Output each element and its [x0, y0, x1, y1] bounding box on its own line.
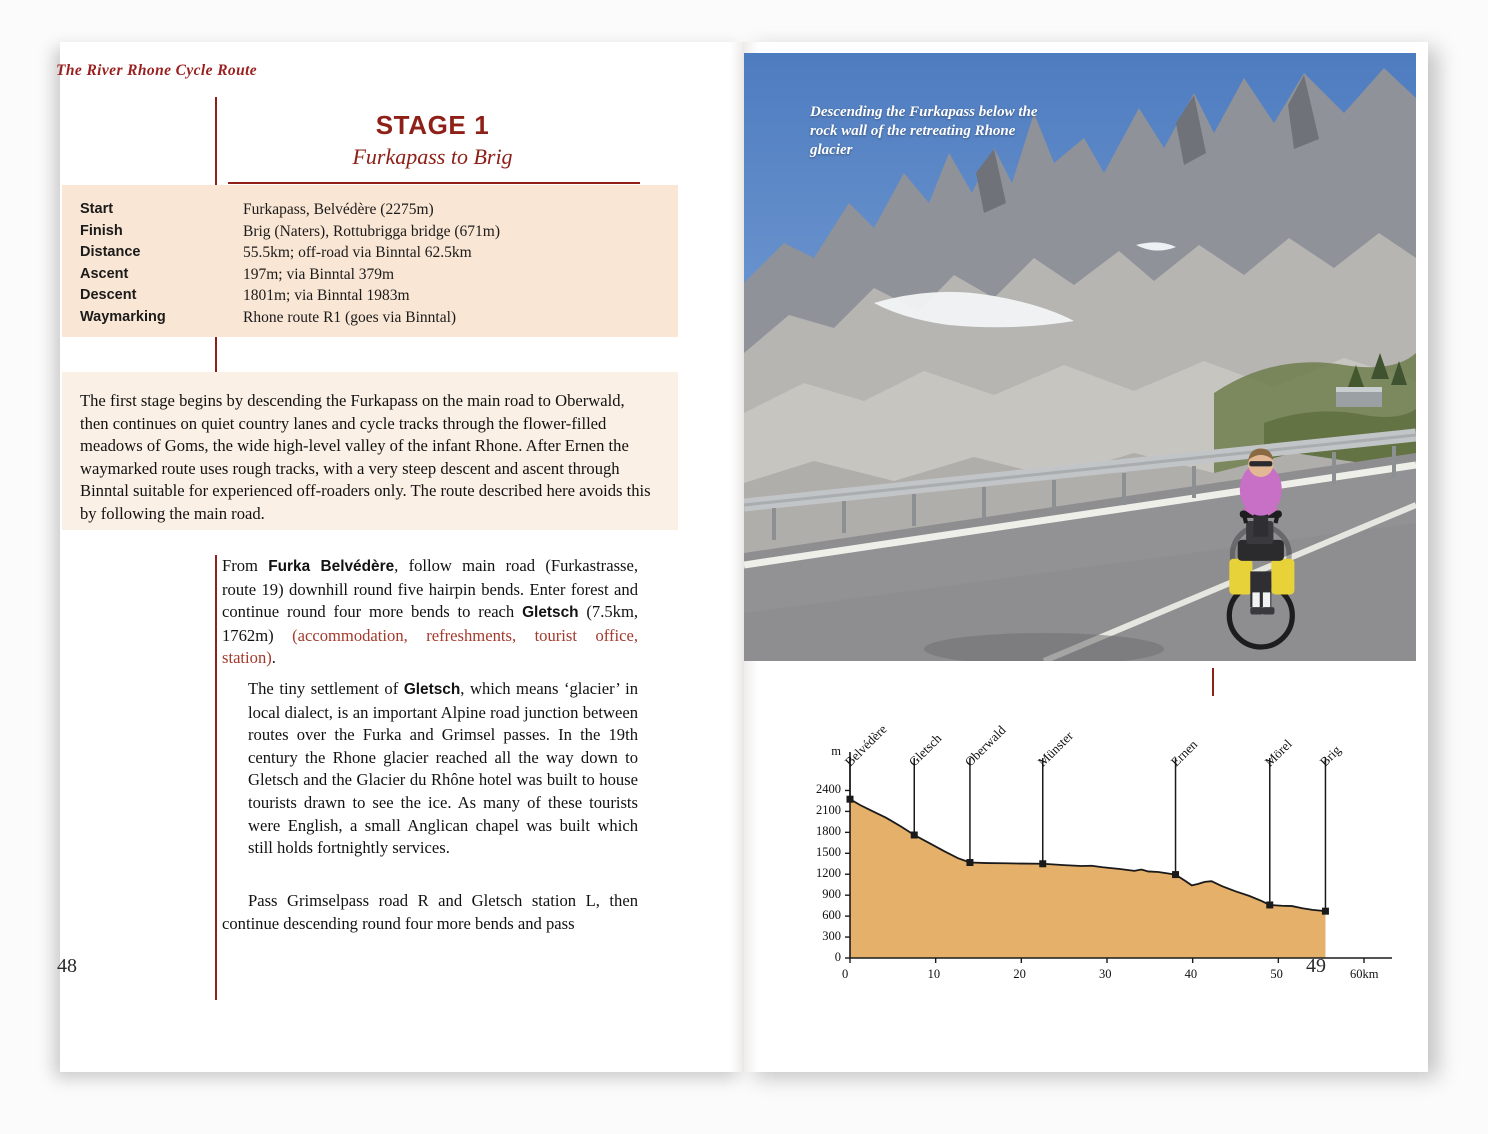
directions-text-a: From: [222, 556, 269, 575]
gletsch-sidebar-paragraph: [248, 678, 638, 860]
y-axis-tick-label: 300: [822, 929, 841, 944]
y-axis-tick-label: 1800: [816, 824, 841, 839]
photo-furkapass-descent: [744, 53, 1416, 661]
directions-text-c: (7.5km, 1762m): [222, 602, 638, 645]
y-axis-tick-label: 2100: [816, 803, 841, 818]
fact-value: 1801m; via Binntal 1983m: [243, 287, 410, 304]
stage-intro-box: [62, 372, 678, 530]
stage-facts-box: [62, 185, 678, 337]
profile-area: [850, 799, 1325, 958]
place-marker: [1266, 901, 1273, 908]
fact-value: Furkapass, Belvédère (2275m): [243, 201, 434, 218]
fact-value: Rhone route R1 (goes via Binntal): [243, 308, 457, 326]
y-axis-tick-label: 1500: [816, 845, 841, 860]
y-axis-tick-label: 1200: [816, 866, 841, 881]
photo-caption: Descending the Furkapass below the rock wall of the retreating Rhone glacier: [810, 104, 1038, 158]
y-axis-tick-label: 2400: [816, 782, 841, 797]
sidebar-text-a: The tiny settlement of: [248, 679, 404, 698]
y-axis-tick-label: 0: [834, 950, 841, 964]
place-marker: [847, 796, 854, 803]
profile-svg: [744, 690, 1416, 990]
place-marker: [1172, 871, 1179, 878]
page-number-right: 49: [1306, 955, 1326, 977]
profile-place-label: Ernen: [1167, 736, 1200, 770]
profile-place-label: Mörel: [1261, 736, 1295, 770]
sidebar-text-b: , which means ‘glacier’ in local dialect, is an important Alpine road junction between routes over the Furka and Grimsel passes. In the 19th century the Rhone glacier reached all the way down to Gletsch and the Glacier du Rhône hotel was built to house tourists drawn to see the ice. As many of these tourists were English, a small Anglican chapel was built which still holds fortnightly services.: [248, 679, 639, 858]
profile-place-label: Brig: [1317, 742, 1345, 770]
fact-value: 55.5km; off-road via Binntal 62.5km: [243, 244, 472, 261]
red-vertical-rule-bottom: [215, 555, 217, 1000]
facilities-list: (accommodation, refreshments, tourist office, station): [222, 625, 638, 668]
y-axis-unit-label: m: [831, 744, 841, 758]
elevation-profile-chart: [744, 690, 1416, 990]
stage-subtitle: Furkapass to Brig: [352, 144, 513, 169]
place-marker: [911, 832, 918, 839]
stage-divider: [228, 182, 640, 184]
place-furka-belvedere: Furka Belvédère: [268, 558, 395, 575]
stage-intro-text: The first stage begins by descending the Furkapass on the main road to Oberwald, then continues on quiet country lanes and cycle tracks through the flower-filled meadows of Goms, the wide high-level valley of the infant Rhone. After Ernen the waymarked route uses rough tracks, with a very steep descent and ascent through Binntal suitable for experienced off-roaders only. The route described here avoids this by following the main road.: [80, 391, 651, 523]
fact-key: Descent: [80, 287, 137, 303]
directions-text-b: , follow main road (Furkastrasse, route 19) downhill round five hairpin bends. Enter forest and continue round four more bends to reach: [222, 556, 638, 622]
place-marker: [966, 859, 973, 866]
fact-key: Start: [80, 201, 114, 217]
page-number-left: 48: [57, 955, 77, 977]
x-axis-tick-label: 50: [1270, 967, 1283, 981]
place-gletsch: Gletsch: [522, 604, 579, 622]
fact-key: Finish: [80, 222, 123, 239]
place-marker: [1322, 908, 1329, 915]
y-axis-tick-label: 600: [822, 908, 841, 923]
fact-key: Waymarking: [80, 308, 166, 325]
place-marker: [1039, 860, 1046, 867]
profile-place-label: Oberwald: [961, 722, 1009, 770]
fact-key: Ascent: [80, 265, 129, 282]
fact-key: Distance: [80, 244, 141, 260]
x-axis-tick-label: 60km: [1350, 967, 1379, 981]
x-axis-tick-label: 40: [1184, 967, 1198, 981]
last-paragraph: Pass Grimselpass road R and Gletsch station L, then continue descending round four more bends and pass: [222, 891, 638, 933]
directions-text-d: .: [271, 648, 276, 668]
profile-place-label: Gletsch: [905, 730, 945, 770]
x-axis-tick-label: 30: [1099, 967, 1112, 981]
stage-title: STAGE 1: [375, 110, 490, 140]
fact-value: Brig (Naters), Rottubrigga bridge (671m): [243, 222, 500, 240]
y-axis-tick-label: 900: [822, 887, 841, 902]
profile-place-label: Münster: [1034, 728, 1076, 770]
x-axis-tick-label: 20: [1013, 967, 1026, 981]
x-axis-tick-label: 0: [842, 967, 849, 981]
profile-place-label: Belvédère: [841, 721, 890, 770]
directions-paragraph: [222, 555, 638, 670]
fact-value: 197m; via Binntal 379m: [243, 265, 395, 283]
x-axis-tick-label: 10: [927, 967, 941, 981]
running-head: [56, 62, 257, 80]
running-head-text: The River Rhone Cycle Route: [56, 62, 258, 79]
sidebar-place-gletsch: Gletsch: [403, 681, 461, 698]
